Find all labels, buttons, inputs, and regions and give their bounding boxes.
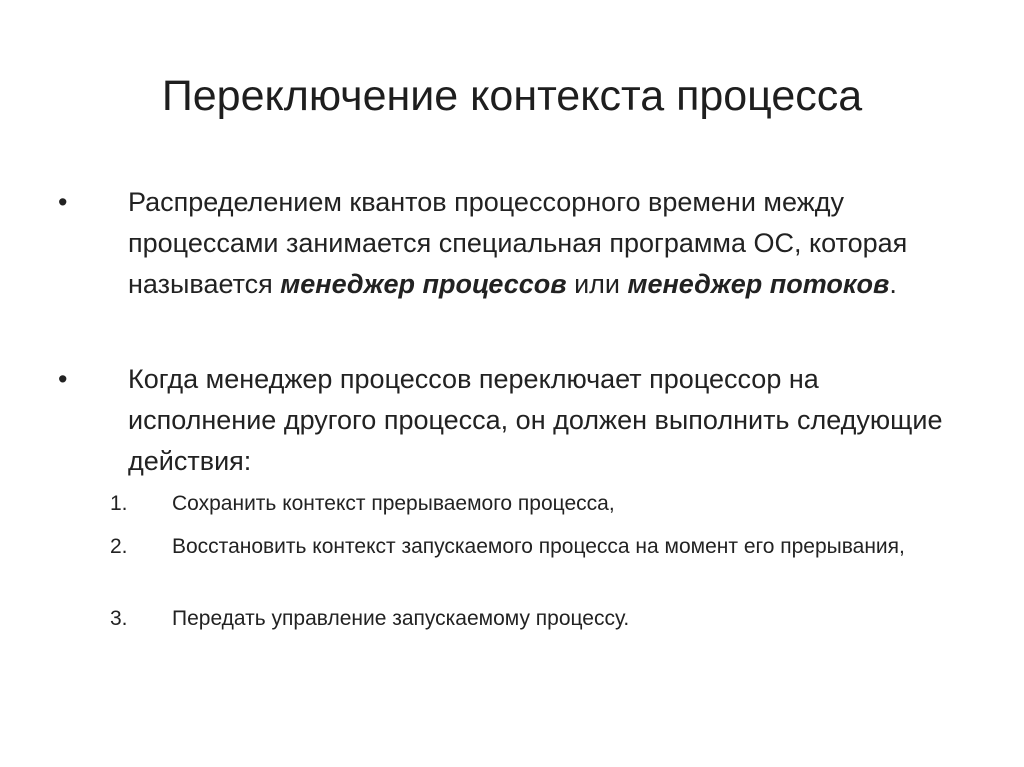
- bullet-text-part: .: [889, 269, 897, 299]
- bullet-text-part: или: [566, 269, 628, 299]
- emphasis-process-manager: менеджер процессов: [280, 269, 567, 299]
- step-text: Сохранить контекст прерываемого процесса,: [172, 492, 615, 515]
- step-text: Восстановить контекст запускаемого процесса на момент его прерывания,: [172, 535, 905, 558]
- bullet-marker: •: [58, 364, 68, 394]
- emphasis-thread-manager: менеджер потоков: [627, 269, 890, 299]
- step-text: Передать управление запускаемому процессу.: [172, 607, 630, 630]
- step-number: 1.: [110, 492, 128, 515]
- slide-title: Переключение контекста процесса: [161, 72, 863, 120]
- bullet-marker: •: [58, 187, 68, 217]
- bullet-text-part: Распределением квантов процессорного времени между процессами занимается специальная программа ОС, которая называется: [128, 187, 908, 299]
- step-number: 3.: [110, 607, 128, 630]
- bullet-text: Когда менеджер процессов переключает процессор на исполнение другого процесса, он должен выполнить следующие действия:: [128, 364, 943, 476]
- step-number: 2.: [110, 535, 128, 558]
- bullet-text: [128, 182, 968, 305]
